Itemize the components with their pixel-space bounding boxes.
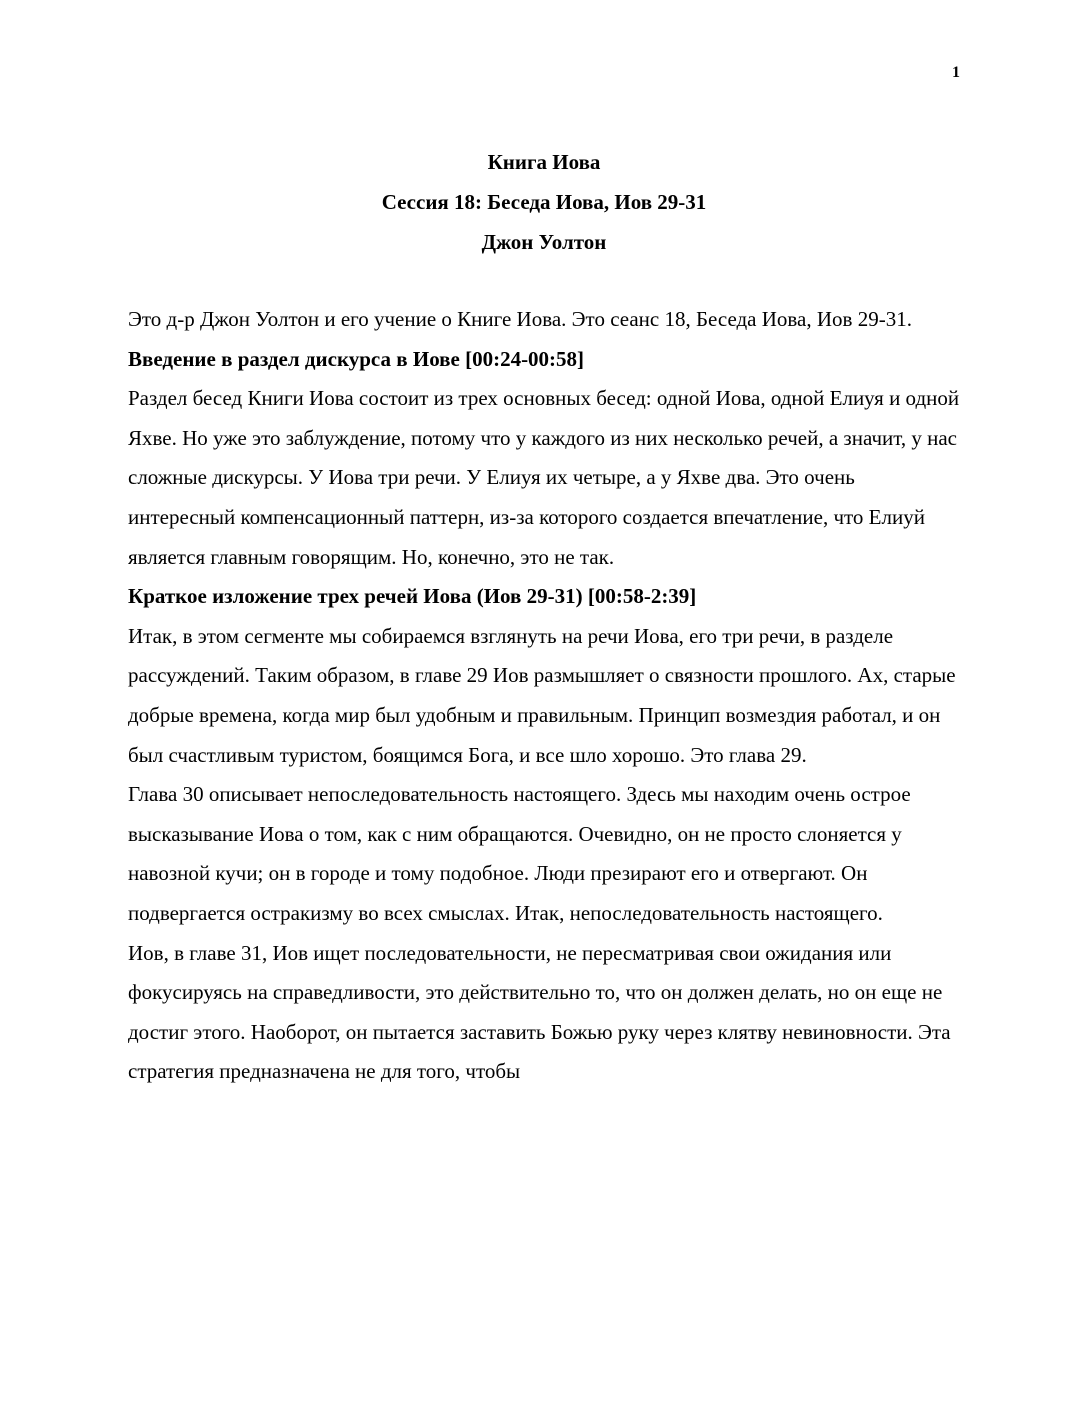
page-number: 1	[952, 64, 960, 81]
document-header	[0, 142, 1088, 262]
chapter-31-paragraph: Иов, в главе 31, Иов ищет последовательности, не пересматривая свои ожидания или фокусируясь на справедливости, это действительно то, что он должен делать, но он еще не достиг этого. Наоборот, он пытается заставить Божью руку через клятву невиновности. Эта стратегия предназначена не для того, чтобы	[128, 940, 951, 1084]
session-title: Сессия 18: Беседа Иова, Иов 29-31	[381, 190, 707, 214]
discourse-intro-paragraph: Раздел бесед Книги Иова состоит из трех основных бесед: одной Иова, одной Елиуя и одной Яхве. Но уже это заблуждение, потому что у каждого из них несколько речей, а значит, у нас сложные дискурсы. У Иова три речи. У Елиуя их четыре, а у Яхве два. Это очень интересный компенсационный паттерн, из-за которого создается впечатление, что Елиуй является главным говорящим. Но, конечно, это не так.	[128, 386, 960, 569]
chapter-29-paragraph: Итак, в этом сегменте мы собираемся взглянуть на речи Иова, его три речи, в разделе рассуждений. Таким образом, в главе 29 Иов размышляет о связности прошлого. Ах, старые добрые времена, когда мир был удобным и правильным. Принцип возмездия работал, и он был счастливым туристом, боящимся Бога, и все шло хорошо. Это глава 29.	[128, 623, 956, 767]
chapter-30-paragraph: Глава 30 описывает непоследовательность настоящего. Здесь мы находим очень острое высказывание Иова о том, как с ним обращаются. Очевидно, он не просто слоняется у навозной кучи; он в городе и тому подобное. Люди презирают его и отвергают. Он подвергается остракизму во всех смыслах. Итак, непоследовательность настоящего.	[128, 782, 911, 925]
intro-paragraph: Это д-р Джон Уолтон и его учение о Книге Иова. Это сеанс 18, Беседа Иова, Иов 29-31.	[128, 307, 912, 331]
document-body	[128, 300, 960, 1092]
section-heading-job-speeches-summary: Краткое изложение трех речей Иова (Иов 29-31) [00:58-2:39]	[128, 584, 697, 609]
author-name: Джон Уолтон	[481, 230, 607, 254]
section-heading-discourse-intro: Введение в раздел дискурса в Иове [00:24-00:58]	[128, 346, 585, 371]
book-title: Книга Иова	[487, 150, 601, 174]
